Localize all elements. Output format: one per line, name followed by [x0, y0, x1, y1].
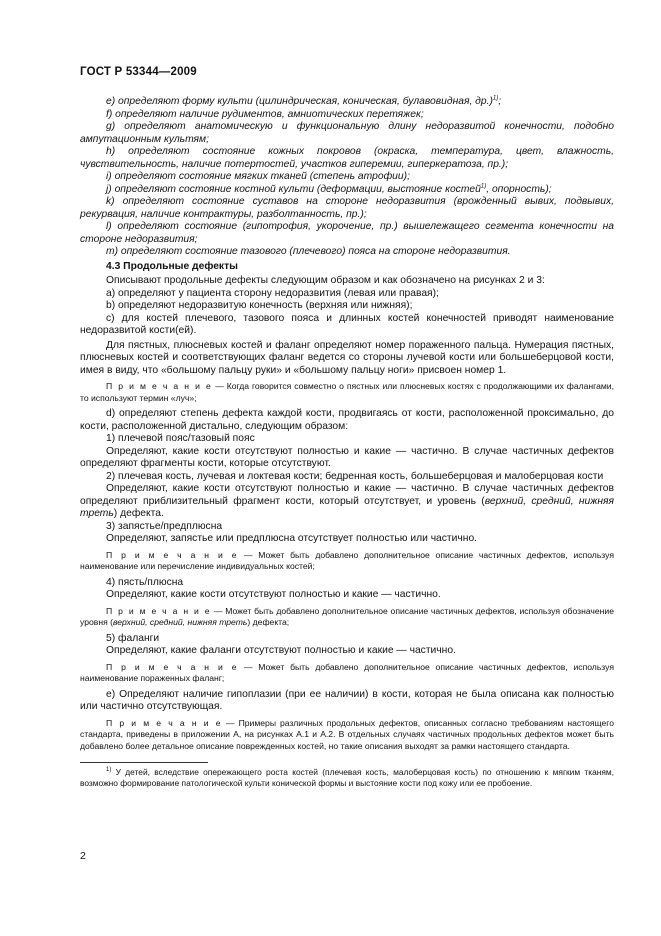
section-heading: 4.3 Продольные дефекты — [106, 260, 238, 272]
note-label: П р и м е ч а н и е — [106, 549, 239, 560]
item-d2-text — [80, 483, 614, 521]
item-d5-text: Определяют, какие фаланги отсутствуют полностью и какие — частично. — [106, 645, 456, 656]
item-d1-title: 1) плечевой пояс/тазовый пояс — [106, 433, 255, 444]
item-d1-text: Определяют, какие кости отсутствуют полностью и какие — частично. В случае частичных дефектов определяют фрагменты кости, которые отсутствуют. — [80, 445, 614, 469]
note-1 — [80, 381, 614, 404]
item-d: d) определяют степень дефекта каждой кости, продвигаясь от кости, расположенной проксимально, до кости, расположенной дистально, следующим образом: — [80, 408, 614, 432]
note-3 — [80, 606, 614, 629]
list-item-j-tail: , опорность); — [486, 183, 552, 195]
item-d2-title: 2) плечевая кость, лучевая и локтевая кости; бедренная кость, большеберцовая и малоберцовая кости — [106, 470, 604, 482]
list-item-j — [80, 184, 614, 197]
item-d2-text-start: Определяют, какие кости отсутствуют полностью и какие — частично. В случае частичных дефектов определяют приблизительный фрагмент кости, который отсутствует, и уровень ( — [80, 483, 614, 507]
item-d3-title: 3) запястье/предплюсна — [106, 520, 223, 532]
footnote — [80, 767, 614, 789]
item-d2-text-italic: верхний, средний, нижняя треть — [80, 495, 614, 519]
list-item-h: h) определяют состояние кожных покровов (окраска, температура, цвет, влажность, чувствительность, наличие потертостей, участков гиперемии, гиперкератоза, пр.); — [80, 146, 614, 170]
footnote-ref: 1) — [492, 95, 499, 102]
list-item-e — [80, 96, 614, 109]
list-item-i: i) определяют состояние мягких тканей (степень атрофии); — [106, 171, 410, 182]
note-2 — [80, 550, 614, 573]
page-number: 2 — [80, 850, 86, 862]
section-intro: Описывают продольные дефекты следующим образом и как обозначено на рисунках 2 и 3: — [106, 275, 545, 286]
item-d4-title: 4) пясть/плюсна — [106, 576, 184, 588]
item-d5-title: 5) фаланги — [106, 632, 160, 644]
item-e: e) Определяют наличие гипоплазии (при ее наличии) в кости, которая не была описана как полностью или частично отсутствующая. — [80, 688, 614, 712]
note-4-text: — Может быть добавлено дополнительное описание частичных дефектов, используя наименование пораженных фаланг; — [80, 661, 615, 683]
list-item-g: g) определяют анатомическую и функциональную длину недоразвитой конечности, подобно ампутационным культям; — [80, 121, 614, 145]
item-a: а) определяют у пациента сторону недоразвития (левая или правая); — [106, 287, 439, 299]
footnote-divider — [80, 762, 208, 763]
list-item-e-text: e) определяют форму культи (цилиндрическая, коническая, булавовидная, др.) — [106, 96, 493, 107]
note-3-text-end: ) дефекта; — [247, 617, 290, 627]
document-body — [80, 96, 614, 789]
item-b: b) определяют недоразвитую конечность (верхняя или нижняя); — [106, 300, 413, 311]
item-d4-text: Определяют, какие кости отсутствуют полностью и какие — частично. — [106, 589, 441, 600]
note-label: П р и м е ч а н и е — [106, 717, 223, 728]
list-item-k: k) определяют состояние суставов на стороне недоразвития (врожденный вывих, подвывих, рекурвация, наличие контрактуры, разболтанность, пр.); — [80, 196, 614, 220]
note-label: П р и м е ч а н и е — [106, 381, 213, 391]
item-c: c) для костей плечевого, тазового пояса и длинных костей конечностей приводят наименование недоразвитой кости(ей). — [80, 312, 614, 336]
list-item-m: m) определяют состояние тазового (плечевого) пояса на стороне недоразвития. — [106, 246, 511, 257]
document-header: ГОСТ Р 53344—2009 — [80, 66, 197, 78]
note-5-text: — Примеры различных продольных дефектов, описанных согласно требованиям настоящего стандарта, приведены в приложении А, на рисунках А.1 и А.2. В отдельных случаях частичных продольных дефектов может быть добавлено более детальное описание поврежденных костей, но такие описания выходят за рамки настоящего стандарта. — [80, 717, 614, 751]
footnote-text: У детей, вследствие опережающего роста костей (плечевая кость, малоберцовая кость) по отношению к мягким тканям, возможно формирование патологической культи конической формы и выстояние кости под кожу или ее пробоение. — [80, 767, 614, 788]
note-5 — [80, 718, 614, 753]
item-d2-text-end: ) дефекта. — [113, 508, 164, 519]
footnote-ref: 1) — [480, 183, 487, 190]
note-2-text: — Может быть добавлено дополнительное описание частичных дефектов, используя наименование или перечисление индивидуальных костей; — [80, 549, 615, 571]
list-item-e-tail: ; — [498, 96, 502, 107]
note-1-text: — Когда говорится совместно о пястных или плюсневых костях с продолжающими их фалангами, то используют термин «луч»; — [80, 381, 614, 403]
item-d3-text: Определяют, запястье или предплюсна отсутствует полностью или частично. — [106, 533, 478, 544]
footnote-marker: 1) — [106, 767, 112, 774]
note-4 — [80, 662, 614, 685]
list-item-l: l) определяют состояние (гипотрофия, укорочение, пр.) вышележащего сегмента конечности на стороне недоразвития; — [80, 221, 614, 245]
paragraph-fingers: Для пястных, плюсневых костей и фаланг определяют номер пораженного пальца. Нумерация пястных, плюсневых костей и соответствующих фаланг ведется со стороны лучевой кости или большеберцовой кости, имея в виду, что «большому пальцу руки» и «большому пальцу ноги» присвоен номер 1. — [80, 339, 614, 376]
note-label: П р и м е ч а н и е — [106, 605, 212, 616]
list-item-j-text: j) определяют состояние костной культи (деформации, выстояние костей — [106, 183, 481, 195]
note-3-text-italic: верхний, средний, нижняя треть — [112, 617, 248, 627]
note-label: П р и м е ч а н и е — [106, 661, 239, 672]
list-item-f: f) определяют наличие рудиментов, амниотических перетяжек; — [106, 108, 424, 120]
note-3-text-start: — Может быть добавлено дополнительное описание частичных дефектов, используя обозначение уровня ( — [80, 605, 614, 627]
